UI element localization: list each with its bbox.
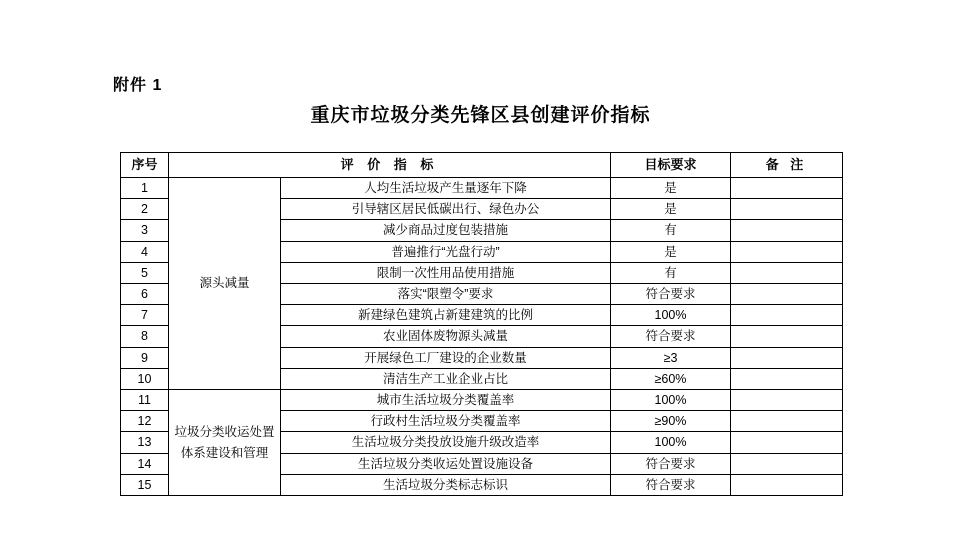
cell-no: 10 [121,368,169,389]
cell-remark [731,199,843,220]
table-header-row [121,153,843,178]
cell-no: 12 [121,411,169,432]
cell-remark [731,326,843,347]
cell-remark [731,347,843,368]
cell-item: 城市生活垃圾分类覆盖率 [281,390,611,411]
cell-no: 11 [121,390,169,411]
cell-item: 新建绿色建筑占新建建筑的比例 [281,305,611,326]
header-target: 目标要求 [611,153,731,178]
cell-no: 15 [121,474,169,495]
cell-item: 生活垃圾分类投放设施升级改造率 [281,432,611,453]
cell-target: 有 [611,220,731,241]
cell-remark [731,474,843,495]
cell-target: 符合要求 [611,284,731,305]
indicators-table [120,152,843,496]
cell-category: 源头减量 [169,178,281,390]
cell-remark [731,453,843,474]
cell-item: 落实“限塑令”要求 [281,284,611,305]
table-row [121,178,843,199]
cell-item: 行政村生活垃圾分类覆盖率 [281,411,611,432]
cell-target: 是 [611,178,731,199]
cell-no: 9 [121,347,169,368]
cell-remark [731,305,843,326]
cell-target: 100% [611,390,731,411]
cell-remark [731,241,843,262]
cell-no: 3 [121,220,169,241]
table-row [121,390,843,411]
cell-remark [731,220,843,241]
cell-remark [731,178,843,199]
cell-no: 14 [121,453,169,474]
cell-remark [731,368,843,389]
cell-remark [731,284,843,305]
cell-item: 农业固体废物源头减量 [281,326,611,347]
cell-target: 是 [611,241,731,262]
cell-remark [731,262,843,283]
cell-item: 引导辖区居民低碳出行、绿色办公 [281,199,611,220]
cell-item: 普遍推行“光盘行动” [281,241,611,262]
header-remark: 备 注 [731,153,843,178]
cell-target: 100% [611,305,731,326]
cell-target: 符合要求 [611,326,731,347]
cell-target: ≥60% [611,368,731,389]
cell-target: 符合要求 [611,453,731,474]
cell-target: 是 [611,199,731,220]
cell-item: 减少商品过度包装措施 [281,220,611,241]
cell-item: 生活垃圾分类标志标识 [281,474,611,495]
cell-remark [731,390,843,411]
indicators-table-wrap [120,152,842,496]
cell-no: 2 [121,199,169,220]
cell-item: 限制一次性用品使用措施 [281,262,611,283]
cell-no: 8 [121,326,169,347]
cell-target: 100% [611,432,731,453]
cell-no: 1 [121,178,169,199]
cell-remark [731,432,843,453]
cell-no: 6 [121,284,169,305]
cell-no: 5 [121,262,169,283]
cell-target: ≥3 [611,347,731,368]
cell-category: 垃圾分类收运处置 体系建设和管理 [169,390,281,496]
cell-item: 清洁生产工业企业占比 [281,368,611,389]
cell-no: 13 [121,432,169,453]
page-title: 重庆市垃圾分类先锋区县创建评价指标 [310,105,651,126]
header-no: 序号 [121,153,169,178]
cell-item: 人均生活垃圾产生量逐年下降 [281,178,611,199]
header-item: 评 价 指 标 [169,153,611,178]
cell-target: ≥90% [611,411,731,432]
cell-no: 4 [121,241,169,262]
cell-target: 有 [611,262,731,283]
cell-remark [731,411,843,432]
cell-no: 7 [121,305,169,326]
table-body [121,178,843,496]
cell-item: 开展绿色工厂建设的企业数量 [281,347,611,368]
cell-item: 生活垃圾分类收运处置设施设备 [281,453,611,474]
cell-target: 符合要求 [611,474,731,495]
attachment-label: 附件 1 [113,77,163,94]
